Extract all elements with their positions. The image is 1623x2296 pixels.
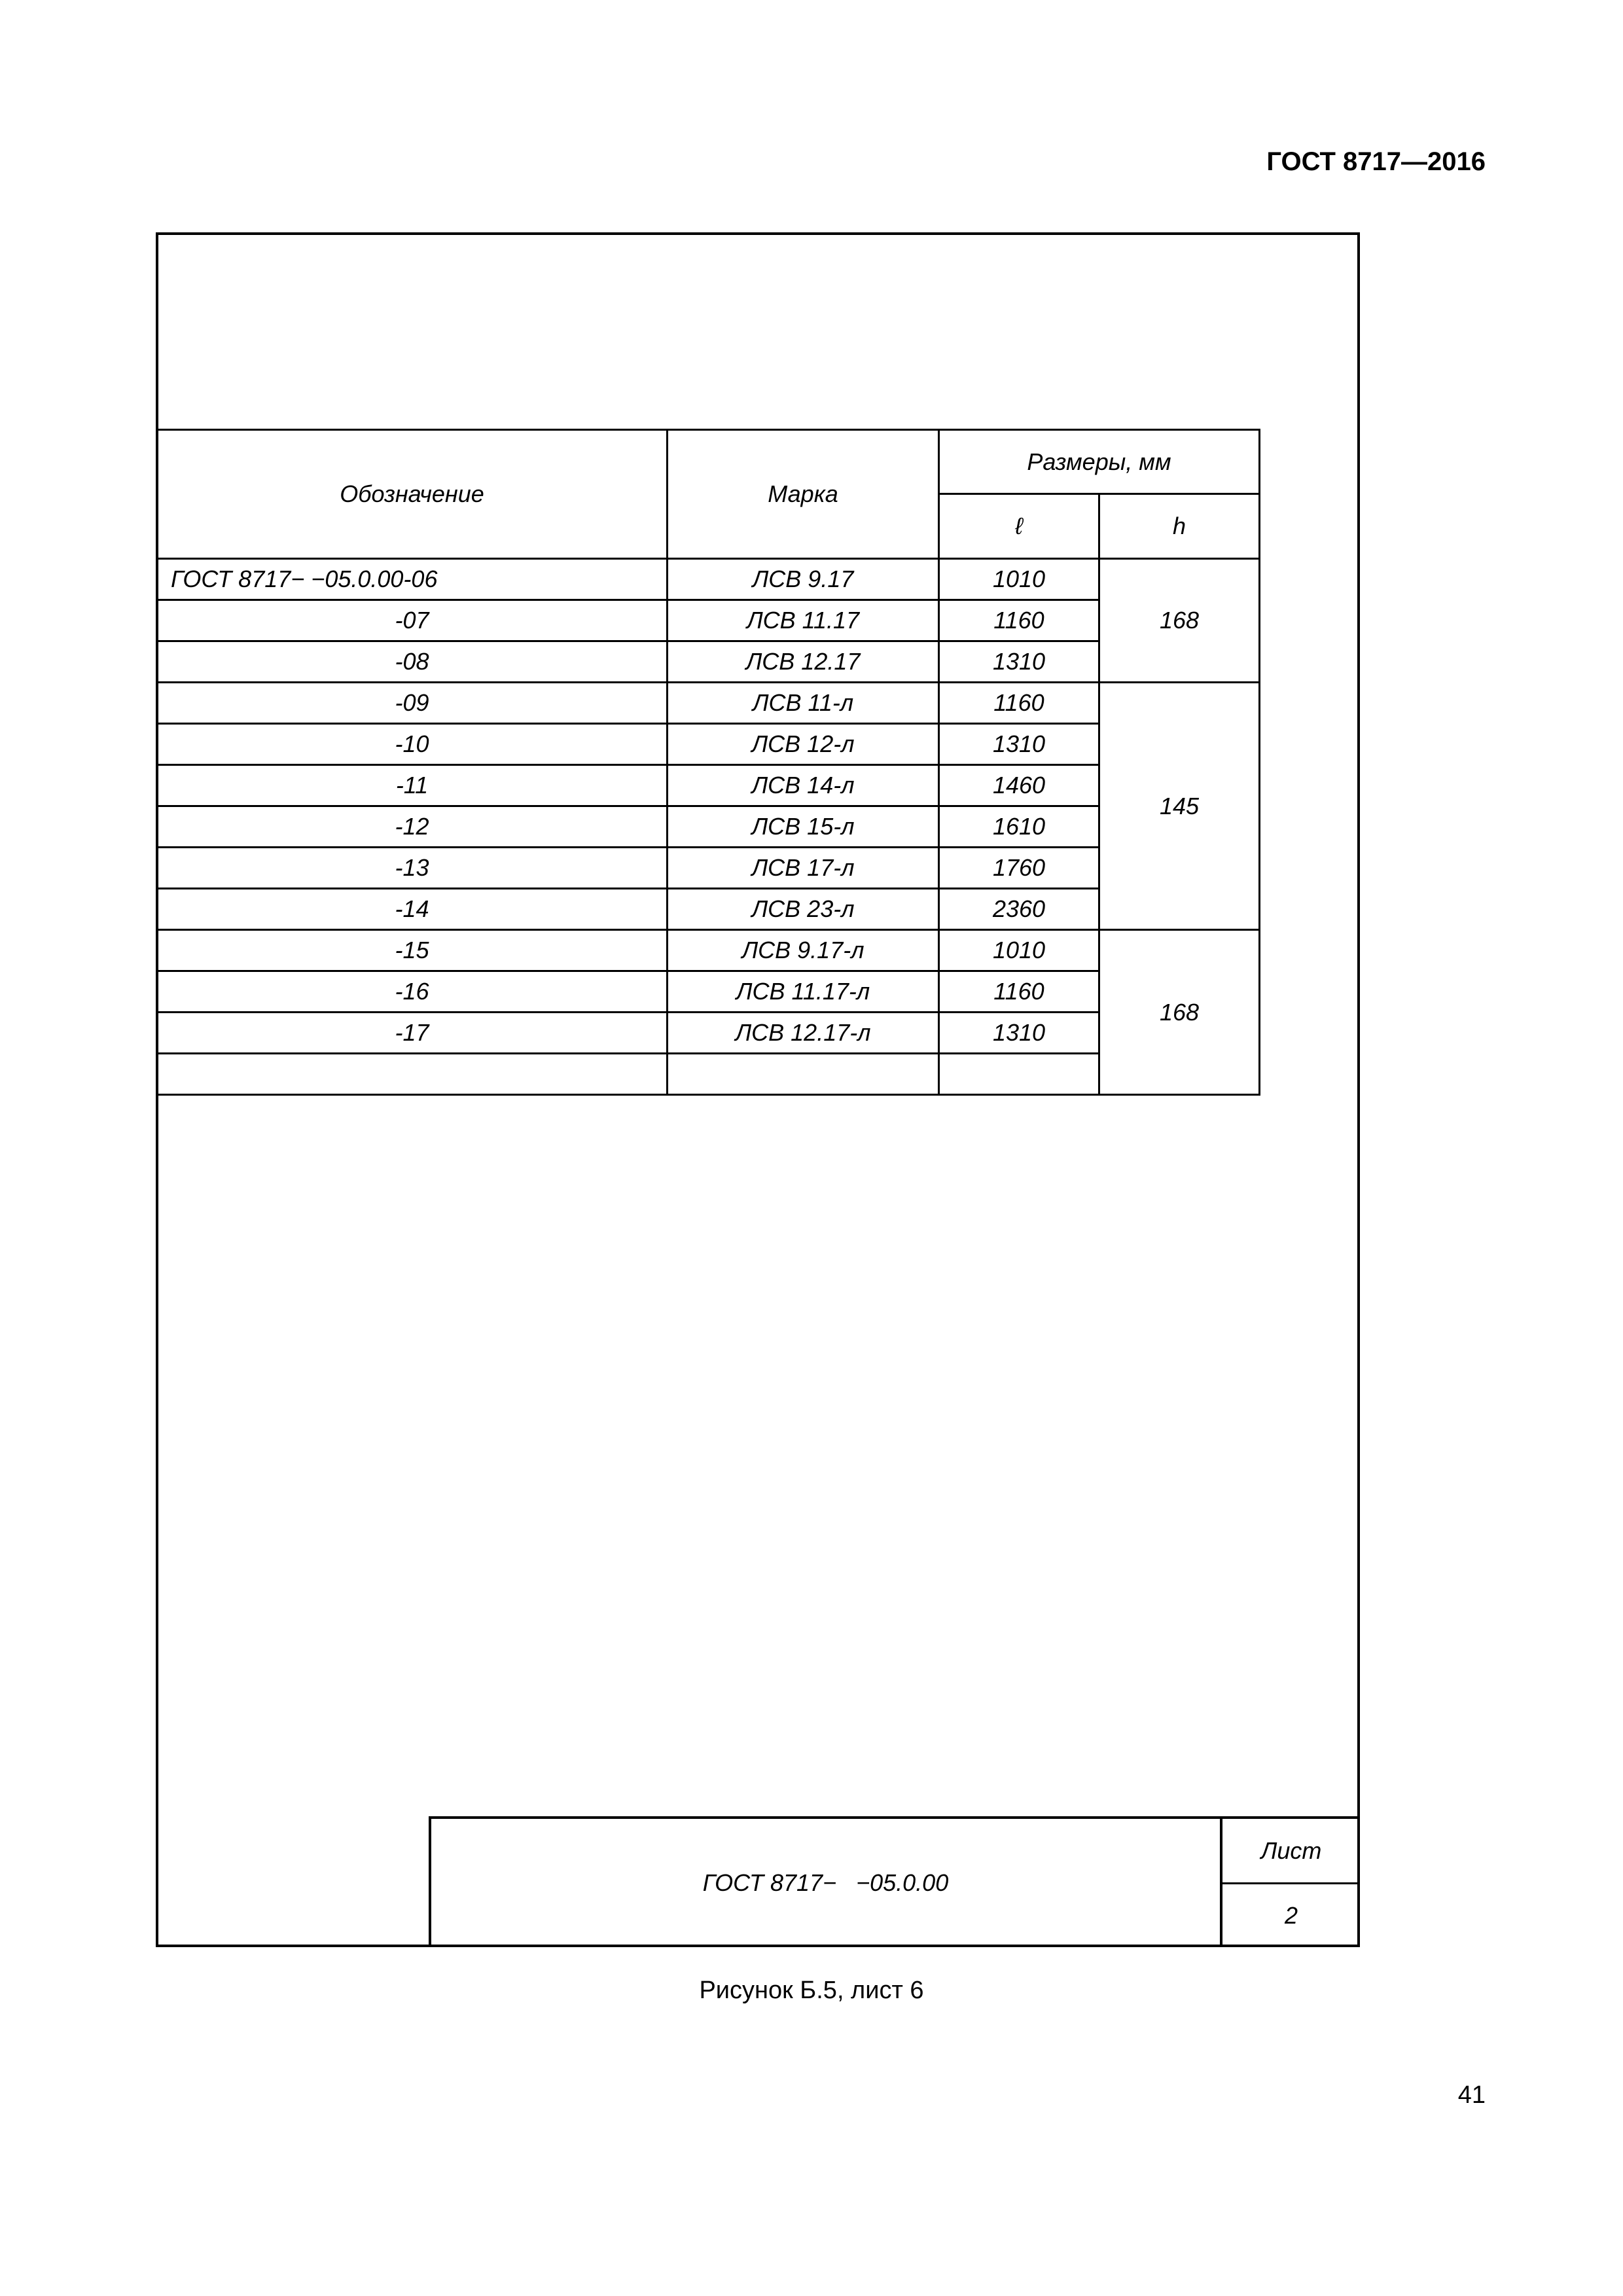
- designation-cell: -07: [157, 600, 668, 641]
- mark-cell: ЛСВ 11.17: [668, 600, 939, 641]
- height-group-cell: 168: [1099, 930, 1260, 1095]
- sheet-label: Лист: [1222, 1819, 1360, 1884]
- table-row: [157, 806, 1260, 848]
- length-cell: 1310: [939, 1013, 1099, 1054]
- length-cell: 1310: [939, 641, 1099, 683]
- empty-cell: [939, 1054, 1099, 1095]
- length-cell: 1160: [939, 971, 1099, 1013]
- table-row: [157, 683, 1260, 724]
- empty-cell: [157, 1054, 668, 1095]
- length-cell: 1760: [939, 848, 1099, 889]
- mark-cell: ЛСВ 14-л: [668, 765, 939, 806]
- empty-cell: [668, 1054, 939, 1095]
- height-group-cell: 145: [1099, 683, 1260, 930]
- table-row: [157, 889, 1260, 930]
- title-block: [429, 1816, 1360, 1947]
- mark-cell: ЛСВ 11-л: [668, 683, 939, 724]
- table-header-row: [157, 430, 1260, 494]
- page-number: 41: [1457, 2081, 1486, 2109]
- designation-cell: ГОСТ 8717− −05.0.00-06: [157, 559, 668, 600]
- title-block-sheet: [1220, 1819, 1360, 1947]
- designation-cell: -09: [157, 683, 668, 724]
- mark-cell: ЛСВ 12.17-л: [668, 1013, 939, 1054]
- table-row: [157, 559, 1260, 600]
- table-row: [157, 641, 1260, 683]
- header-length: ℓ: [939, 494, 1099, 559]
- length-cell: 1310: [939, 724, 1099, 765]
- length-cell: 1460: [939, 765, 1099, 806]
- length-cell: 1160: [939, 600, 1099, 641]
- header-designation: Обозначение: [157, 430, 668, 559]
- length-cell: 1610: [939, 806, 1099, 848]
- table-row: [157, 848, 1260, 889]
- length-cell: 1010: [939, 930, 1099, 971]
- title-block-designation: ГОСТ 8717− −05.0.00: [702, 1869, 949, 1896]
- header-dimensions: Размеры, мм: [939, 430, 1260, 494]
- table-row: [157, 724, 1260, 765]
- designation-cell: -11: [157, 765, 668, 806]
- length-cell: 2360: [939, 889, 1099, 930]
- header-mark: Марка: [668, 430, 939, 559]
- mark-cell: ЛСВ 11.17-л: [668, 971, 939, 1013]
- length-cell: 1010: [939, 559, 1099, 600]
- figure-caption: Рисунок Б.5, лист 6: [699, 1977, 924, 2004]
- sheet-number: 2: [1284, 1902, 1298, 1929]
- designation-cell: -12: [157, 806, 668, 848]
- designation-cell: -15: [157, 930, 668, 971]
- height-group-cell: 168: [1099, 559, 1260, 683]
- header-height: h: [1099, 494, 1260, 559]
- length-cell: 1160: [939, 683, 1099, 724]
- designation-cell: -08: [157, 641, 668, 683]
- designation-cell: -16: [157, 971, 668, 1013]
- mark-cell: ЛСВ 23-л: [668, 889, 939, 930]
- specification-table: [156, 429, 1260, 1096]
- designation-cell: -17: [157, 1013, 668, 1054]
- designation-cell: -10: [157, 724, 668, 765]
- mark-cell: ЛСВ 12.17: [668, 641, 939, 683]
- mark-cell: ЛСВ 9.17: [668, 559, 939, 600]
- table-row: [157, 600, 1260, 641]
- table-row: [157, 971, 1260, 1013]
- mark-cell: ЛСВ 12-л: [668, 724, 939, 765]
- mark-cell: ЛСВ 9.17-л: [668, 930, 939, 971]
- mark-cell: ЛСВ 17-л: [668, 848, 939, 889]
- designation-cell: -14: [157, 889, 668, 930]
- designation-cell: -13: [157, 848, 668, 889]
- mark-cell: ЛСВ 15-л: [668, 806, 939, 848]
- table-row: [157, 1013, 1260, 1054]
- table-row: [157, 765, 1260, 806]
- table-row-empty: [157, 1054, 1260, 1095]
- table-row: [157, 930, 1260, 971]
- document-standard-header: ГОСТ 8717—2016: [1266, 147, 1486, 176]
